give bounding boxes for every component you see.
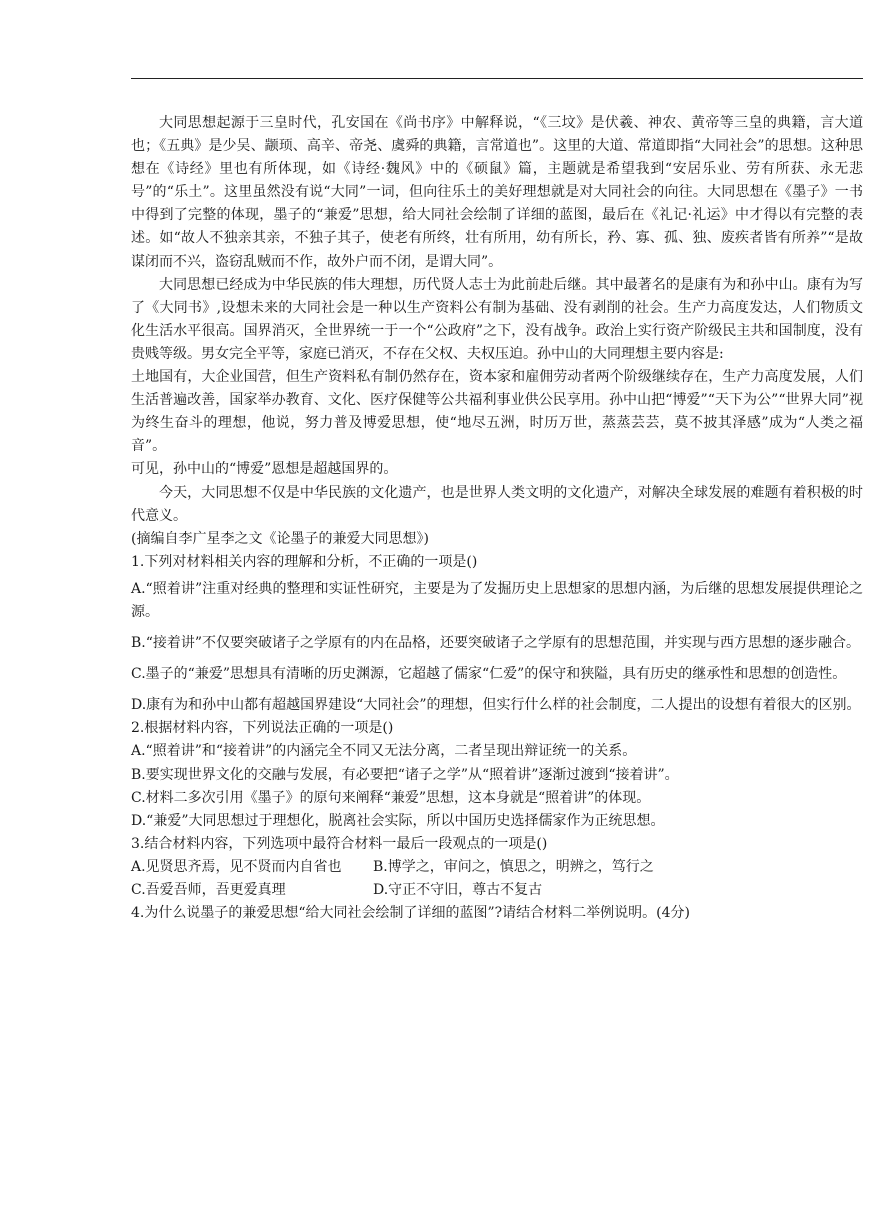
question-3-option-a: A.见贤思齐焉，见不贤而内自省也 bbox=[131, 858, 342, 875]
question-3-stem: 3.结合材料内容，下列选项中最符合材料一最后一段观点的一项是() bbox=[131, 835, 548, 852]
question-3-option-b: B.博学之，审问之，慎思之，明辨之，笃行之 bbox=[373, 858, 654, 875]
passage-paragraph-1: 大同思想起源于三皇时代，孔安国在《尚书序》中解释说，“《三坟》是伏羲、神农、黄帝等三皇的典籍，言大道也；《五典》是少吴、颛顼、高辛、帝尧、虞舜的典籍，言常道也”。这里的大道、常道即指“大同社会”的思想。这种思想在《诗经》里也有所体现，如《诗经·魏风》中的《硕鼠》篇，主题就是希望我到“安居乐业、劳有所获、永无悲号”的“乐土”。这里虽然没有说“大同”一词，但向往乐土的美好理想就是对大同社会的向往。大同思想在《墨子》一书中得到了完整的体现，墨子的“兼爱”思想，给大同社会绘制了详细的蓝图，最后在《礼记·礼运》中才得以有完整的表述。如“故人不独亲其亲，不独子其子，使老有所终，壮有所用，幼有所长，矜、寡、孤、独、废疾者皆有所养”“是故谋闭而不兴，盗窃乱贼而不作，故外户而不闭，是谓大同”。 bbox=[131, 115, 863, 270]
question-3-option-c: C.吾爱吾师，吾更爱真理 bbox=[131, 882, 286, 898]
question-4-stem: 4.为什么说墨子的兼爱思想“给大同社会绘制了详细的蓝图”?请结合材料二举例说明。(4分) bbox=[131, 905, 691, 922]
document-body bbox=[131, 112, 863, 925]
question-2-option-a: A.“照着讲”和“接着讲”的内涵完全不同又无法分离，二者呈现出辩证统一的关系。 bbox=[131, 743, 637, 760]
header-rule bbox=[131, 78, 863, 79]
passage-paragraph-2: 大同思想已经成为中华民族的伟大理想，历代贤人志士为此前赴后继。其中最著名的是康有为和孙中山。康有为写了《大同书》,设想未来的大同社会是一种以生产资料公有制为基础、没有剥削的社会。生产力高度发达，人们物质文化生活水平很高。国界消灭，全世界统一于一个“公政府”之下，没有战争。政治上实行资产阶级民主共和国制度，没有贵贱等级。男女完全平等，家庭已消灭，不存在父权、夫权压迫。孙中山的大同理想主要内容是: bbox=[131, 276, 863, 362]
question-1-stem: 1.下列对材料相关内容的理解和分析，不正确的一项是() bbox=[131, 553, 478, 570]
question-3-options-row-2 bbox=[131, 879, 863, 902]
passage-paragraph-4: 可见，孙中山的“博爱”恩想是超越国界的。 bbox=[131, 461, 398, 478]
question-2-option-d: D.“兼爱”大同思想过于理想化，脱离社会实际，所以中国历史选择儒家作为正统思想。 bbox=[131, 812, 665, 829]
question-1-option-d: D.康有为和孙中山都有超越国界建设“大同社会”的理想，但实行什么样的社会制度，二人提出的设想有着很大的区别。 bbox=[131, 697, 861, 714]
question-1-option-a: A.“照着讲”注重对经典的整理和实证性研究，主要是为了发掘历史上思想家的思想内涵，为后继的思想发展提供理论之源。 bbox=[131, 580, 863, 620]
question-3-options-row-1 bbox=[131, 856, 863, 879]
question-2-option-b: B.要实现世界文化的交融与发展，有必要把“诸子之学”从“照着讲”逐渐过渡到“接着讲”。 bbox=[131, 766, 679, 783]
question-2-option-c: C.材料二多次引用《墨子》的原句来阐释“兼爱”思想，这本身就是“照着讲”的体现。 bbox=[131, 789, 651, 806]
question-1-option-c: C.墨子的“兼爱”思想具有清晰的历史渊源，它超越了儒家“仁爱”的保守和狭隘，具有历史的继承性和思想的创造性。 bbox=[131, 666, 847, 683]
passage-source: (摘编自李广星李之文《论墨子的兼爱大同思想》) bbox=[131, 530, 429, 547]
passage-paragraph-3: 土地国有，大企业国营，但生产资料私有制仍然存在，资本家和雇佣劳动者两个阶级继续存在，生产力高度发展，人们生活普遍改善，国家举办教育、文化、医疗保健等公共福利事业供公民享用。孙中山把“博爱”“天下为公”“世界大同”视为终生奋斗的理想，他说，努力普及博爱思想，使“地尽五洲，时历万世，蒸蒸芸芸，莫不披其泽感”成为“人类之福音”。 bbox=[131, 369, 863, 455]
question-2-stem: 2.根据材料内容，下列说法正确的一项是() bbox=[131, 720, 394, 737]
question-1-option-b: B.“接着讲”不仅要突破诸子之学原有的内在品格，还要突破诸子之学原有的思想范围，并实现与西方思想的逐步融合。 bbox=[131, 635, 861, 652]
question-3-option-d: D.守正不守旧，尊古不复古 bbox=[373, 882, 543, 898]
passage-paragraph-5: 今天，大同思想不仅是中华民族的文化遗产，也是世界人类文明的文化遗产，对解决全球发展的难题有着积极的时代意义。 bbox=[131, 484, 863, 524]
